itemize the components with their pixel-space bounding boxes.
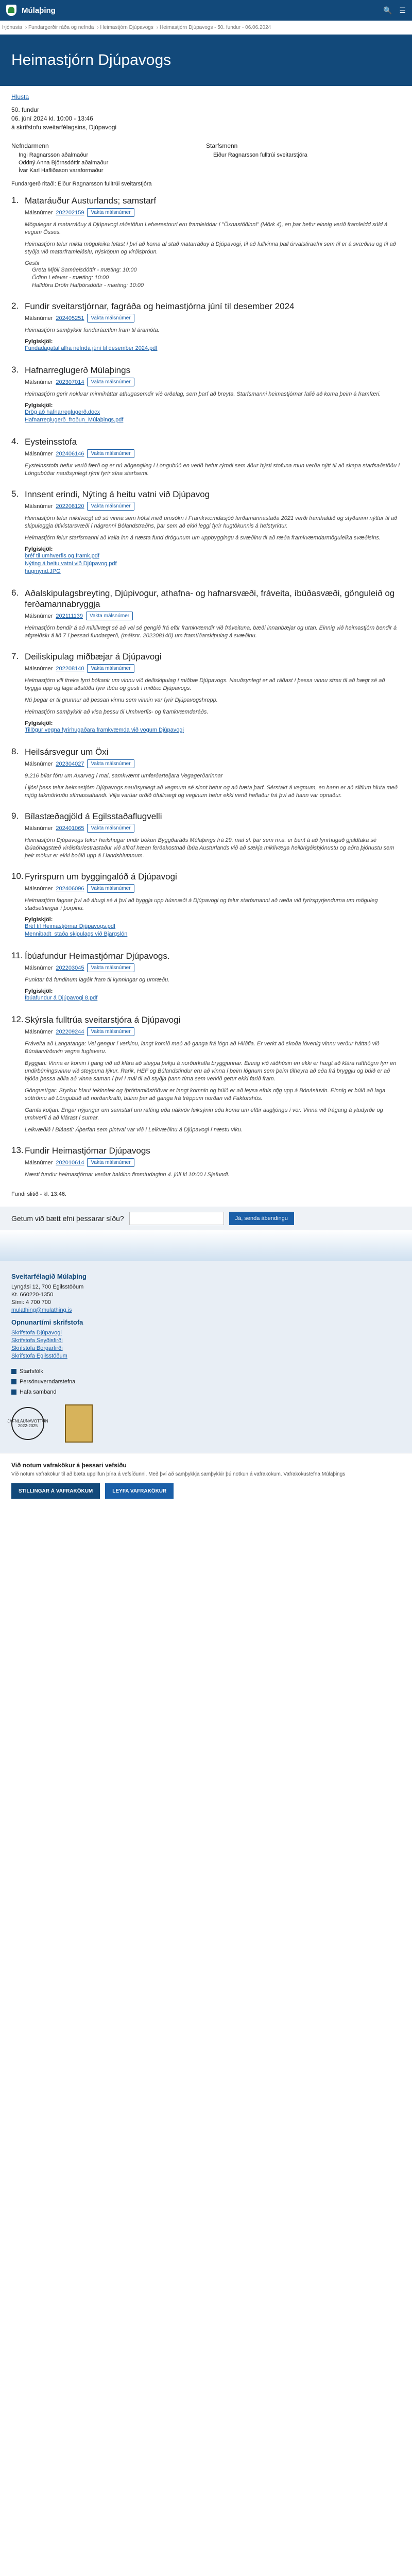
equal-pay-badge: JAFNLAUNAVOTTUN 2022-2025 bbox=[11, 1407, 44, 1440]
case-number-link[interactable]: 202202159 bbox=[56, 209, 84, 216]
footer-kt: Kt. 660220-1350 bbox=[11, 1292, 54, 1298]
case-number-link[interactable]: 202208140 bbox=[56, 665, 84, 672]
case-number-link[interactable]: 202209244 bbox=[56, 1028, 84, 1035]
case-number-link[interactable]: 202307014 bbox=[56, 379, 84, 385]
case-label: Málsnúmer bbox=[25, 450, 53, 457]
item-title: Fundir Heimastjórnar Djúpavogs bbox=[25, 1146, 150, 1156]
offices-title: Opnunartími skrifstofa bbox=[11, 1318, 83, 1326]
feedback-bar bbox=[0, 1207, 412, 1230]
case-number-link[interactable]: 202406096 bbox=[56, 885, 84, 892]
footer-wave bbox=[0, 1230, 412, 1261]
item-number: 6. bbox=[11, 588, 19, 598]
agenda-item bbox=[11, 301, 401, 358]
cookie-allow-button[interactable]: LEYFA VAFRAKÖKUR bbox=[105, 1483, 174, 1499]
cookie-banner bbox=[0, 1453, 412, 1509]
attachments: Fylgiskjöl: Fundadagatal allra nefnda júní til desember 2024.pdf bbox=[25, 338, 401, 352]
attachment-link[interactable]: hugmynd.JPG bbox=[25, 568, 61, 574]
attachments: Fylgiskjöl: Tillögur vegna fyrirhugaðara framkvæmda við vogum Djúpavogi bbox=[25, 720, 401, 734]
breadcrumb-item[interactable]: Þjónusta bbox=[2, 25, 22, 30]
case-number-link[interactable]: 202203045 bbox=[56, 964, 84, 971]
staff-member: Eiður Ragnarsson fulltrúi sveitarstjóra bbox=[213, 152, 307, 158]
award-badge bbox=[65, 1404, 93, 1443]
footer-address: Lyngási 12, 700 Egilsstöðum bbox=[11, 1284, 84, 1290]
site-logo[interactable] bbox=[6, 5, 16, 16]
item-paragraph: Heimastjórn felur starfsmanni að kalla inn á næsta fund drögunum um uppbyggingu á svæðinu til að ræða framkvæmdarmöguleika svæðisins. bbox=[25, 535, 381, 541]
case-label: Málsnúmer bbox=[25, 1159, 53, 1166]
feedback-submit-button[interactable]: Já, senda ábendingu bbox=[229, 1212, 294, 1225]
guest: Halldóra Dröfn Hafþórsdóttir - mæting: 10:00 bbox=[32, 282, 144, 289]
attachment-link[interactable]: Íbúafundur á Djúpavogi 8.pdf bbox=[25, 995, 98, 1001]
watch-case-button[interactable]: Vakta málsnúmer bbox=[87, 884, 134, 893]
attachments: Fylgiskjöl: Drög að hafnarreglugerð.docx Hafnarreglugerð_froðun_Múlaþings.pdf bbox=[25, 402, 401, 424]
case-label: Málsnúmer bbox=[25, 885, 53, 892]
agenda-item bbox=[11, 811, 401, 864]
square-icon bbox=[11, 1379, 16, 1384]
item-number: 7. bbox=[11, 651, 19, 661]
agenda-item bbox=[11, 365, 401, 429]
watch-case-button[interactable]: Vakta málsnúmer bbox=[87, 378, 134, 386]
agenda-item bbox=[11, 1014, 401, 1138]
attachment-link[interactable]: Bréf til Heimastjórnar Djúpavogs.pdf bbox=[25, 923, 116, 929]
case-label: Málsnúmer bbox=[25, 665, 53, 672]
attachment-link[interactable]: Hafnarreglugerð_froðun_Múlaþings.pdf bbox=[25, 417, 124, 423]
item-number: 11. bbox=[11, 951, 23, 960]
watch-case-button[interactable]: Vakta málsnúmer bbox=[87, 1027, 134, 1036]
item-title: Aðalskipulagsbreyting, Djúpivogur, athafna- og hafnarsvæði, fráveita, íbúðasvæði, göngulеið og ferðamannabryggja bbox=[25, 588, 395, 609]
meeting-number: 50. fundur bbox=[11, 106, 40, 113]
item-paragraph: Leikvæðið í Bláasti: Áþerfan sem pintval var við í Leikvæðinu á Djúpavogi í næstu viku. bbox=[25, 1127, 243, 1133]
watch-case-button[interactable]: Vakta málsnúmer bbox=[87, 759, 134, 768]
item-paragraph: Fráveita að Langatanga: Vel gengur í verkinu, langt komið með að ganga frá lögn að Hlíðfla. Er verkt að skoða lóvenig vinnu verður háttað við Búnáarvírðuvin vegna fuglaveru. bbox=[25, 1041, 380, 1055]
footer-phone: Sími: 4 700 700 bbox=[11, 1299, 52, 1306]
item-paragraph: Heimastjórn gerir nokkrar minniháttar athugasemdir við orðalag, sem þarf að breyta. Starfsmanni heimastjórnar falið að koma þeim á framfæri. bbox=[25, 391, 381, 397]
item-number: 4. bbox=[11, 436, 19, 446]
item-paragraph: Nú þegar er til grunnur að þessari vinnu sem vinnin var fyrir Djúpavogshrepp. bbox=[25, 697, 218, 703]
item-number: 13. bbox=[11, 1145, 24, 1155]
item-title: Fundir sveitarstjórnar, fagráða og heimastjórna júní til desember 2024 bbox=[25, 301, 295, 311]
item-number: 2. bbox=[11, 301, 19, 311]
search-icon[interactable]: 🔍 bbox=[383, 6, 392, 14]
members-title: Nefndarmenn bbox=[11, 142, 49, 149]
agenda-items bbox=[11, 195, 401, 1183]
case-number-link[interactable]: 202208120 bbox=[56, 503, 84, 510]
guest: Greta Mjöll Samúelsdóttir - mæting: 10:00 bbox=[32, 267, 137, 273]
guests: Gestir Greta Mjöll Samúelsdóttir - mæting: 10:00 Ödinn Lefever - mæting: 10:00 Halldóra Dröfn Hafþórsdóttir - mæting: 10:00 bbox=[25, 260, 401, 290]
case-label: Málsnúmer bbox=[25, 209, 53, 216]
footer-email-link[interactable]: mulathing@mulathing.is bbox=[11, 1307, 72, 1313]
item-number: 9. bbox=[11, 811, 19, 821]
meeting-date: 06. júní 2024 kl. 10:00 - 13:46 bbox=[11, 115, 93, 122]
item-title: Íbúafundur Heimastjórnar Djúpavogs. bbox=[25, 951, 170, 961]
agenda-item bbox=[11, 195, 401, 294]
item-title: Mataráuður Austurlands; samstarf bbox=[25, 196, 157, 206]
watch-case-button[interactable]: Vakta málsnúmer bbox=[87, 314, 134, 323]
cookie-settings-button[interactable]: STILLINGAR Á VAFRAKÖKUM bbox=[11, 1483, 100, 1499]
member: Oddný Anna Björnsdóttir aðalmaður bbox=[19, 160, 109, 166]
member: Ívar Karl Hafliðason varaformaður bbox=[19, 167, 104, 174]
item-number: 12. bbox=[11, 1014, 24, 1024]
feedback-question: Getum við bætt efni þessarar síðu? bbox=[11, 1214, 124, 1223]
item-paragraph: Eysteinsstofa hefur verið færð og er nú aðgengileg í Löngubúð en verið hefur rýmdi sem áður hýsti stofuna mun verða nýtt til að skapa starfsaðstöðu í Löngubúðar nauðsynlegt rými fyrir sína starfsemi. bbox=[25, 463, 400, 477]
meeting-end: Fundi slitið - kl. 13:46. bbox=[11, 1191, 66, 1197]
menu-icon[interactable]: ☰ bbox=[399, 6, 406, 14]
office-link[interactable]: Skrifstofa Egilsstöðum bbox=[11, 1353, 67, 1359]
item-paragraph: Punktar frá fundinum lagðir fram til kynningar og umræðu. bbox=[25, 977, 170, 983]
item-paragraph: Göngustígar: Styrkur hlaut tekinnlek og íþróttamiðstöðvar er langt komnin og búið er að leysa efnis ofjg upp á Bónásíuvin. Einnig er búið að laga sóttrömu að Löngubúð að norðankrafti, búinn þar að ganga frá tréppum norðan við Faktorshús. bbox=[25, 1088, 386, 1101]
case-label: Málsnúmer bbox=[25, 315, 53, 321]
agenda-item bbox=[11, 588, 401, 644]
watch-case-button[interactable]: Vakta málsnúmer bbox=[87, 1158, 134, 1167]
item-paragraph: Heimastjórn samþykkir fundaráætlun fram til áramóta. bbox=[25, 327, 160, 333]
attachment-link[interactable]: bréf til umhverfis og framk.pdf bbox=[25, 553, 99, 559]
agenda-item bbox=[11, 747, 401, 804]
item-title: Eysteinsstofa bbox=[25, 437, 77, 447]
square-icon bbox=[11, 1369, 16, 1374]
quick-link[interactable]: Starfsfólk bbox=[11, 1368, 401, 1375]
attachment-link[interactable]: Nýting á heitu vatni við Djúpavog.pdf bbox=[25, 561, 117, 567]
item-title: Fyrirspurn um byggingalóð á Djúpavogi bbox=[25, 872, 177, 882]
item-paragraph: Heimastjórn Djúpavogs tekur heilshugar undir bókun Byggðaráðs Múlaþings frá 29. maí sl. þar sem m.a. er bent á að fyrirhuguð gjaldtaka sé íbúaóhagstæð virðisfarlestrastaður við alfrof hæan ferðakostnað íbúa Austurlands við að sækja miklivægа heilbrigðisþjónustu og aðra þjónustu sem þeir mökur er ekki boðið upp á í landshlutanum. bbox=[25, 837, 394, 859]
watch-case-button[interactable]: Vakta málsnúmer bbox=[87, 824, 134, 833]
item-title: Skýrsla fulltrúa sveitarstjóra á Djúpavogi bbox=[25, 1015, 181, 1025]
item-paragraph: Heimastjórn bendir á að mikilvægt sé að vel sé gengið frá eftir framkvæmdir við fráveituna, bæði innanbæjar og utan. Einnig við heimastjórn bendir á afgreiðslu á lið 7 í þessari fundargerð, (málsnr. 202208140) um framtíðarskipulag á svæðinu. bbox=[25, 625, 397, 639]
office-link[interactable]: Skrifstofa Seyðisfirði bbox=[11, 1337, 63, 1344]
item-number: 5. bbox=[11, 489, 19, 499]
agenda-item bbox=[11, 951, 401, 1007]
square-icon bbox=[11, 1389, 16, 1395]
case-number-link[interactable]: 202304027 bbox=[56, 760, 84, 767]
case-label: Málsnúmer bbox=[25, 613, 53, 619]
office-link[interactable]: Skrifstofa Djúpavogi bbox=[11, 1330, 62, 1336]
item-title: Innsent erindi, Nýting á heitu vatni við Djúpavog bbox=[25, 489, 210, 499]
attachments: Fylgiskjöl: bréf til umhverfis og framk.pdf Nýting á heitu vatni við Djúpavog.pdf hugmynd.JPG bbox=[25, 546, 401, 575]
item-title: Deiliskipulag miðbæjar á Djúpavogi bbox=[25, 652, 162, 662]
item-paragraph: 9.216 bílar fóru um Axarveg í maí, samkvæmt umferðarteljara Vegagerðarinnar bbox=[25, 773, 223, 779]
attachments: Fylgiskjöl: Bréf til Heimastjórnar Djúpavogs.pdf Mennibadt_staða skipulags við Bjargslón bbox=[25, 917, 401, 938]
attachment-link[interactable]: Drög að hafnarreglugerð.docx bbox=[25, 409, 100, 415]
agenda-item bbox=[11, 651, 401, 739]
meeting-meta bbox=[11, 106, 401, 132]
case-label: Málsnúmer bbox=[25, 503, 53, 510]
member: Ingi Ragnarsson aðalmaður bbox=[19, 152, 89, 158]
case-number-link[interactable]: 202010614 bbox=[56, 1159, 84, 1166]
item-paragraph: Gamla kotjan: Engar nýjungar um samstarf um rafting eða nákvöv leiksýnin eða komu um efttir augljóngu í vor. Vinna við frágang á ytudyrðir og umhverfi á að klárast í sumar. bbox=[25, 1107, 383, 1121]
minutes-taker: Fundargerð ritaði: Eiður Ragnarsson fulltrúi sveitarstjóra bbox=[11, 181, 152, 187]
item-number: 1. bbox=[11, 195, 19, 205]
agenda-item bbox=[11, 489, 401, 581]
item-paragraph: Í ljósi þess telur heimastjórn Djúpavogs nauðsynlegt að vegmum sé sinnt betur og að bæta þarf. Sérstakt á vegmum, en hann er að slitlum hluta með mjög takmörkuðu slímassahandi. Vilja varúar orðið ófullnægt og veginum hefur ekki verið heflaður frá því að hann var opnaður. bbox=[25, 785, 398, 799]
case-number-link[interactable]: 202111139 bbox=[56, 613, 83, 619]
agenda-item bbox=[11, 1145, 401, 1183]
item-title: Heilsársvegur um Öxi bbox=[25, 747, 109, 757]
site-footer bbox=[0, 1261, 412, 1453]
cookie-title: Við notum vafrakökur á þessari vefsíðu bbox=[11, 1462, 127, 1469]
page-title: Heimastjórn Djúpavogs bbox=[11, 52, 171, 69]
main-content bbox=[0, 86, 412, 1197]
item-paragraph: Heimastjórn vill ítreka fyrri bókanir um vinnu við deiliskipulag í miðbæ Djúpavogs. Nauðsynlegt er að ráðast í þessa vinnu strax til að hægt sé að byggja upp og laga aðstöðu fyrir íbúa og gesti í miðbæ Djúpavogs. bbox=[25, 677, 385, 691]
top-bar bbox=[0, 0, 412, 21]
item-paragraph: Mögulegar á matarráðuy á Djúpavogi ráðstöfun Lefverestouri eru framleiddar í "Öxnastöðinni" (Mörk 4), en þar hefur einnig verið framleidd súld á vegum Össes. bbox=[25, 222, 388, 235]
staff-title: Starfsmenn bbox=[206, 142, 238, 149]
breadcrumb-item: Heimastjórn Djúpavogs - 50. fundur - 06.06.2024 bbox=[159, 25, 271, 30]
case-number-link[interactable]: 202406146 bbox=[56, 450, 84, 457]
page-hero bbox=[0, 35, 412, 86]
item-paragraph: Næsti fundur heimastjórnar verður haldinn fimmtudaginn 4. júlí kl 10:00 í Sjefundi. bbox=[25, 1172, 230, 1178]
case-label: Málsnúmer bbox=[25, 760, 53, 767]
item-title: Hafnarreglugerð Múlaþings bbox=[25, 365, 131, 375]
item-paragraph: Heimastjórn fagnar því að áhugi sé á því að byggja upp húsnæði á Djúpavogi og felur starfsmanni að ræða við fyrirspyrjendurna um möguleg staðsetningar í þorpinu. bbox=[25, 897, 378, 911]
cookie-text: Við notum vafrakökur til að bæta upplifun þína á vefsíðunni. Með því að samþykkja samþykkir þú notkun á vafrakökum. Vafrakökustefna Múlaþings bbox=[11, 1471, 346, 1477]
guest: Ödinn Lefever - mæting: 10:00 bbox=[32, 275, 109, 281]
feedback-input[interactable] bbox=[129, 1212, 224, 1225]
item-paragraph: Heimastjórn telur mikilvægt að sú vinna sem hófst með umsókn í Framkvæmdasjóð ferðamannastaða 2021 verði framhaldið og styðurinn nýttur til að skipuleggja útivistarsvæði í nágrenni Bólandstraðhs, þar sem að ekki leggi fyrir hugtökunnis á hefstyrktur. bbox=[25, 515, 398, 529]
watch-case-button[interactable]: Vakta málsnúmer bbox=[87, 208, 134, 217]
item-number: 8. bbox=[11, 747, 19, 756]
watch-case-button[interactable]: Vakta málsnúmer bbox=[87, 449, 134, 458]
quick-links bbox=[11, 1368, 401, 1395]
attachment-link[interactable]: Mennibadt_staða skipulags við Bjargslón bbox=[25, 931, 128, 937]
case-label: Málsnúmer bbox=[25, 964, 53, 971]
agenda-item bbox=[11, 436, 401, 482]
breadcrumb: Þjónusta › Fundargerðir ráða og nefnda › Heimastjórn Djúpavogs › Heimastjórn Djúpavogs - 50. fundur - 06.06.2024 bbox=[2, 25, 271, 30]
breadcrumb-item[interactable]: Fundargerðir ráða og nefnda bbox=[28, 25, 94, 30]
item-paragraph: Byggjan: Vinna er komin í gang við að klára að steypa þekju á norðurkafla bryggjunnar. Einnig við ráðhúsin en ekki er hægt að klára rafthögrn fyrr en undirbúningsvinnu við steypuna lýkur. Rarik, HEF og Búlandstindur eru að vinna í þeim lögnum sem þeim tilheyra að eða frá bryggju og búið er að bjóða þessa aðila að vinna saman í því í mál til að styðja þann tíma sem verkið getur ekki farið fram. bbox=[25, 1060, 397, 1082]
item-paragraph: Heimastjórn samþykkir að vísa þessu til Umhverfis- og framkvæmdaráðs. bbox=[25, 709, 209, 715]
item-number: 10. bbox=[11, 871, 24, 881]
watch-case-button[interactable]: Vakta málsnúmer bbox=[87, 963, 134, 972]
case-number-link[interactable]: 202401065 bbox=[56, 825, 84, 832]
footer-org: Sveitarfélagið Múlaþing bbox=[11, 1273, 87, 1280]
case-label: Málsnúmer bbox=[25, 379, 53, 385]
item-number: 3. bbox=[11, 365, 19, 375]
agenda-item bbox=[11, 871, 401, 943]
attachment-link[interactable]: Tillögur vegna fyrirhugaðara framkvæmda við vogum Djúpavogi bbox=[25, 727, 184, 733]
quick-link[interactable]: Persónuverndarstefna bbox=[11, 1379, 401, 1385]
watch-case-button[interactable]: Vakta málsnúmer bbox=[86, 612, 133, 620]
attendees bbox=[11, 142, 401, 175]
site-name[interactable]: Múlaþing bbox=[22, 6, 56, 15]
listen-link[interactable]: Hlusta bbox=[11, 93, 29, 100]
watch-case-button[interactable]: Vakta málsnúmer bbox=[87, 502, 134, 511]
item-title: Bílastæðagjöld á Egilsstaðaflugvelli bbox=[25, 811, 162, 821]
item-paragraph: Heimastjórn telur mikla möguleika felast í því að koma af stað matarráðuy á Djúpavogi, til að fullvinna þall úrvalstiraefni sem til er á svæðinu og til að styðja við matarframleiðslu, nýsköpun og virðisþróun. bbox=[25, 241, 396, 255]
attachment-link[interactable]: Fundadagatal allra nefnda júní til desember 2024.pdf bbox=[25, 345, 158, 351]
attachments: Fylgiskjöl: Íbúafundur á Djúpavogi 8.pdf bbox=[25, 988, 401, 1002]
quick-link[interactable]: Hafa samband bbox=[11, 1389, 401, 1395]
case-label: Málsnúmer bbox=[25, 1028, 53, 1035]
meeting-location: á skrifstofu sveitarfélagsins, Djúpavogi bbox=[11, 124, 117, 131]
case-label: Málsnúmer bbox=[25, 825, 53, 832]
breadcrumb-item[interactable]: Heimastjórn Djúpavogs bbox=[100, 25, 153, 30]
watch-case-button[interactable]: Vakta málsnúmer bbox=[87, 664, 134, 673]
office-link[interactable]: Skrifstofa Borgarfirði bbox=[11, 1345, 63, 1351]
case-number-link[interactable]: 202405251 bbox=[56, 315, 84, 321]
